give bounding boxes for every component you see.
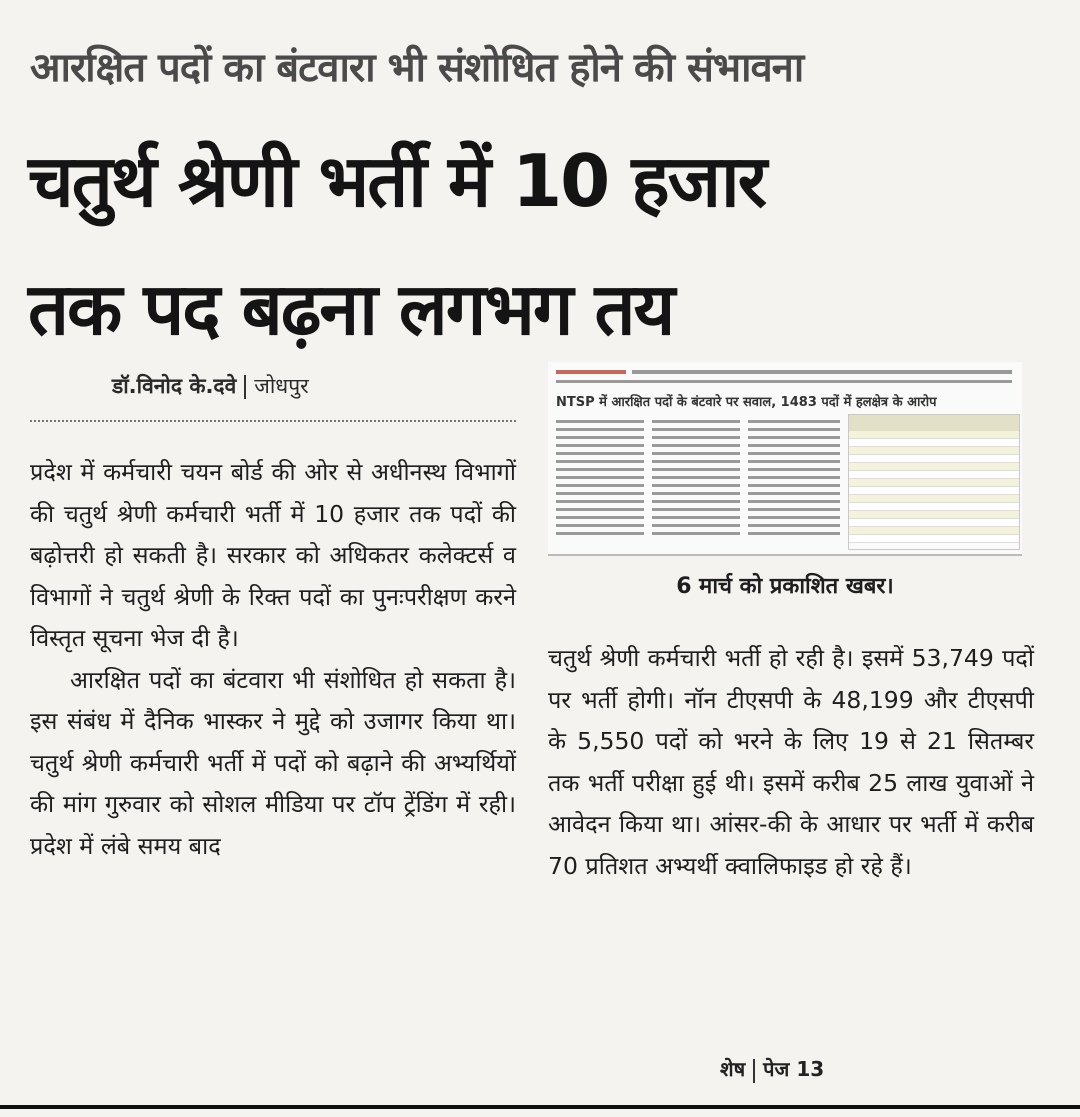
byline-divider [244, 375, 246, 399]
paragraph-1: प्रदेश में कर्मचारी चयन बोर्ड की ओर से अधीनस्थ विभागों की चतुर्थ श्रेणी कर्मचारी भर्ती में 10 हजार तक पदों की बढ़ोत्तरी हो सकती है। सरकार को अधिकतर कलेक्टर्स व विभागों ने चतुर्थ श्रेणी के रिक्त पदों का पुनःपरीक्षण करने विस्तृत सूचना भेज दी है। [30, 458, 516, 652]
article-column-1 [30, 452, 516, 867]
continued-label: शेष [720, 1057, 746, 1081]
clipping-text-column [556, 420, 644, 544]
headline-line-2: तक पद बढ़ना लगभग तय [28, 267, 674, 351]
clipping-table [848, 414, 1020, 550]
continued-divider [753, 1059, 755, 1083]
clipping-line [556, 370, 626, 374]
dateline-location: जोधपुर [254, 374, 309, 398]
continued-on [720, 1055, 824, 1083]
clipping-text-column [748, 420, 840, 544]
clipping-line [556, 380, 1012, 383]
article-column-2 [548, 638, 1034, 887]
kicker-headline: आरक्षित पदों का बंटवारा भी संशोधित होने की संभावना [30, 45, 804, 91]
clipping-image [548, 362, 1022, 556]
author-name: डॉ.विनोद के.दवे [112, 374, 237, 398]
bottom-rule [0, 1105, 1080, 1109]
paragraph-3: चतुर्थ श्रेणी कर्मचारी भर्ती हो रही है। इसमें 53,749 पदों पर भर्ती होगी। नॉन टीएसपी के 48,199 और टीएसपी के 5,550 पदों को भरने के लिए 19 से 21 सितम्बर तक भर्ती परीक्षा हुई थी। इसमें करीब 25 लाख युवाओं ने आवेदन किया था। आंसर-की के आधार पर भर्ती में करीब 70 प्रतिशत अभ्यर्थी क्वालिफाइड हो रहे हैं। [548, 644, 1034, 880]
clipping-line [632, 370, 1012, 374]
clipping-headline: NTSP में आरक्षित पदों के बंटवारे पर सवाल, 1483 पदों में हलक्षेत्र के आरोप [556, 395, 937, 410]
headline-line-1: चतुर्थ श्रेणी भर्ती में 10 हजार [28, 139, 766, 223]
clipping-caption: 6 मार्च को प्रकाशित खबर। [676, 574, 894, 599]
clipping-text-column [652, 420, 740, 544]
byline [112, 372, 309, 400]
dotted-separator [30, 420, 516, 422]
paragraph-2: आरक्षित पदों का बंटवारा भी संशोधित हो सकता है। इस संबंध में दैनिक भास्कर ने मुद्दे को उजागर किया था। चतुर्थ श्रेणी कर्मचारी भर्ती में पदों को बढ़ाने की अभ्यर्थियों की मांग गुरुवार को सोशल मीडिया पर टॉप ट्रेंडिंग में रही। प्रदेश में लंबे समय बाद [30, 665, 516, 860]
continued-page: पेज 13 [763, 1057, 825, 1081]
